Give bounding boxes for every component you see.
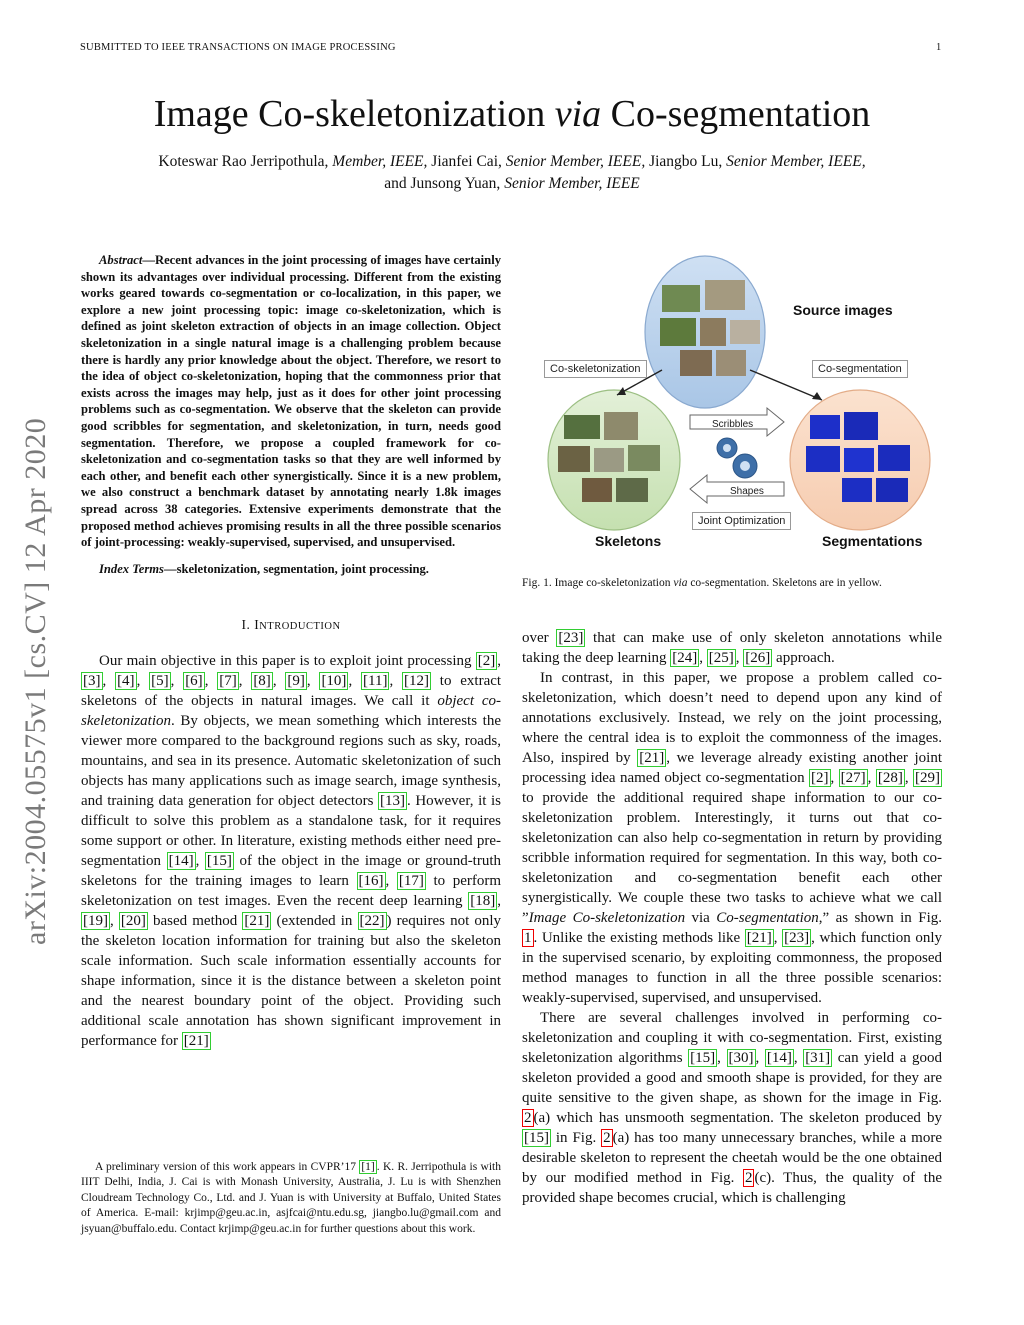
citation-link[interactable]: [21] [746, 930, 772, 946]
citation-link[interactable]: [31] [805, 1050, 831, 1066]
right-column [522, 628, 942, 1208]
citation-link[interactable]: [23] [784, 930, 810, 946]
citation-link[interactable]: [16] [358, 873, 384, 890]
citation-link[interactable]: [21] [244, 913, 270, 930]
figure-link[interactable]: 2 [524, 1110, 532, 1126]
citation-link[interactable]: [22] [359, 913, 385, 930]
citation-link[interactable]: [23] [558, 630, 584, 646]
figure-link[interactable]: 2 [744, 1170, 753, 1186]
citation-link[interactable]: [12] [404, 673, 429, 690]
citation-link[interactable]: [20] [120, 913, 146, 930]
paper-title: Image Co-skeletonization via Co-segmentation [153, 93, 871, 135]
citation-link[interactable]: [13] [380, 793, 406, 810]
citation-link[interactable]: [7] [219, 673, 237, 690]
citation-link[interactable]: [11] [363, 673, 388, 690]
skeletons-label: Skeletons [595, 533, 662, 549]
citation-link[interactable]: [21] [639, 750, 665, 766]
joint-optimization-label: Joint Optimization [692, 512, 791, 530]
footnote: A preliminary version of this work appears in CVPR’17 [1] . K. R. Jerripothula is with IIIT Delhi, India, J. Cai is with Monash University, Australia, J. Lu is with Shenzhen Cloudream Technology Co., Ltd. and J. Yuan is with University at Buffalo, United States of America. E-mail: krjimp@geu.ac.in, asjfcai@ntu.edu.sg, jiangbo.lu@gmail.com and jsyuan@buffalo.edu. Contact krjimp@geu.ac.in for further questions about this work. [81, 1161, 501, 1235]
citation-link[interactable]: [29] [915, 770, 941, 786]
citation-link[interactable]: [15] [524, 1130, 549, 1146]
citation-link[interactable]: [3] [83, 673, 101, 690]
citation-link[interactable]: [27] [840, 770, 866, 786]
figure-link[interactable]: 2 [603, 1130, 611, 1146]
intro-paragraph-1: Our main objective in this paper is to exploit joint processing [2] , [3] , [4] , [5] , [6] , [7] , [8] , [9] , [10] , [11] , [12] to extract skeletons of the objects in natural images. We call it object co-skeletonization. By objects, we mean something which interests the viewer more compared to the background regions such as sky, roads, mountains, and sea in its presence. Automatic skeletonization of such objects has many applications such as image search, image synthesis, and training data generation for object detectors [13] . However, it is difficult to solve this problem as a standalone task, for it requires some support or other. In literature, existing methods either need pre-segmentation [14] , [15] of the object in the image or ground-truth skeletons for the training images to learn [16] , [17] to perform skeletonization on test images. Even the recent deep learning [18] , [19] , [20] based method [21] (extended in [22] ) requires not only the skeleton location information for training but also the skeleton scale information. Such scale information essentially accounts for shape information, since it is the distance between a skeleton point and the nearest boundary point of the object. Providing such additional scale annotation has shown significant improvement in performance for [21] [81, 653, 502, 1050]
intro-paragraph-1-continued: over [23] that can make use of only skeleton annotations while taking the deep learning [24] , [25] , [26] approach. [522, 630, 943, 666]
citation-link[interactable]: [14] [766, 1050, 792, 1066]
scribbles-label: Scribbles [712, 419, 754, 430]
citation-link[interactable]: [1] [361, 1161, 375, 1173]
citation-link[interactable]: [15] [690, 1050, 716, 1066]
index-terms: Index Terms—skeletonization, segmentation, joint processing. [99, 561, 429, 576]
citation-link[interactable]: [10] [321, 673, 347, 690]
author-list: Koteswar Rao Jerripothula, Member, IEEE, Jianfei Cai, Senior Member, IEEE, Jiangbo Lu, Senior Member, IEEE, and Junsong Yuan, Senior Member, IEEE [158, 153, 866, 192]
abstract: Abstract—Recent advances in the joint processing of images have certainly shown its advantages over individual processing. Different from the existing works geared towards co-segmentation or co-localization, in this paper, we explore a new joint processing topic: image co-skeletonization, which is defined as joint skeleton extraction of objects in an image collection. Object skeletonization in a single natural image is a challenging problem because there is hardly any prior knowledge about the object. Therefore, we resort to the idea of object co-skeletonization, hoping that the commonness prior that exists across the images may help, just as it does for other joint processing problems such as co-segmentation. We observe that the skeleton can provide good scribbles for segmentation, and skeletonization, in turn, needs good segmentation. Therefore, we propose a coupled framework for co-skeletonization and co-segmentation tasks so that they are well informed by each other, and benefit each other synergistically. Since it is a new problem, we also construct a benchmark dataset by annotating nearly 1.8k images spread across 38 categories. Extensive experiments demonstrate that the proposed method achieves promising results in all the three possible scenarios of joint-processing: weakly-supervised, supervised, and unsupervised. [81, 253, 501, 550]
citation-link[interactable]: [6] [185, 673, 203, 690]
citation-link[interactable]: [5] [151, 673, 169, 690]
left-column [81, 252, 501, 1051]
running-head: SUBMITTED TO IEEE TRANSACTIONS ON IMAGE PROCESSING [80, 42, 396, 53]
citation-link[interactable]: [2] [811, 770, 829, 786]
source-images-label: Source images [793, 302, 893, 318]
shapes-label: Shapes [730, 486, 764, 497]
citation-link[interactable]: [19] [83, 913, 108, 930]
figure-1-caption: Fig. 1. Image co-skeletonization via co-segmentation. Skeletons are in yellow. [522, 577, 882, 589]
gear-icon [717, 438, 757, 478]
citation-link[interactable]: [15] [206, 853, 232, 870]
segmentations-label: Segmentations [822, 533, 923, 549]
citation-link[interactable]: [9] [287, 673, 305, 690]
citation-link[interactable]: [2] [477, 653, 496, 670]
co-skeletonization-label: Co-skeletonization [544, 360, 647, 378]
arxiv-watermark: arXiv:2004.05575v1 [cs.CV] 12 Apr 2020 [19, 417, 52, 945]
citation-link[interactable]: [17] [398, 873, 424, 890]
intro-paragraph-2: In contrast, in this paper, we propose a problem called co-skeletonization, which doesn’t need to depend upon any kind of annotations exclusively. Instead, we rely on the joint processing, where the central idea is to exploit the commonness of the images. Also, inspired by [21] , we leverage already existing another joint processing idea named object co-segmentation [2] , [27] , [28] , [29] to provide the additional required shape information to our co-skeletonization problem. Interestingly, it turns out that co-skeletonization can also help co-segmentation in return by providing scribble information required for segmentation. In this way, both co-skeletonization and co-segmentation benefit each other synergistically. We couple these two tasks to achieve what we call ”Image Co-skeletonization via Co-segmentation,” as shown in Fig. 1 . Unlike the existing methods like [21] , [23] , which function only in the supervised scenario, by exploiting commonness, the proposed method manages to function in all the three possible scenarios: weakly-supervised, supervised, and unsupervised. [522, 670, 942, 1006]
citation-link[interactable]: [30] [728, 1050, 754, 1066]
co-segmentation-label: Co-segmentation [812, 360, 908, 378]
citation-link[interactable]: [14] [168, 853, 194, 870]
citation-link[interactable]: [21] [183, 1033, 209, 1050]
citation-link[interactable]: [25] [708, 650, 734, 666]
citation-link[interactable]: [8] [253, 673, 271, 690]
figure-link[interactable]: 1 [524, 930, 532, 946]
citation-link[interactable]: [18] [470, 893, 496, 910]
citation-link[interactable]: [28] [877, 770, 903, 786]
figure-1-diagram [522, 250, 952, 570]
citation-link[interactable]: [4] [117, 673, 135, 690]
intro-paragraph-3: There are several challenges involved in performing co-skeletonization and coupling it with co-segmentation. First, existing skeletonization algorithms [15] , [30] , [14] , [31] can yield a good skeleton provided a good and smooth shape is provided, for they are quite sensitive to the given shape, as shown for the image in Fig. 2 (a) which has unsmooth segmentation. The skeleton produced by [15] in Fig. 2 (a) has too many unnecessary branches, while a more desirable skeleton to represent the cheetah would be the one obtained by our modified method in Fig. 2 (c). Thus, the quality of the provided shape becomes crucial, which is challenging [522, 1010, 943, 1206]
citation-link[interactable]: [26] [745, 650, 771, 666]
page-number: 1 [936, 42, 942, 53]
citation-link[interactable]: [24] [672, 650, 698, 666]
section-heading-introduction: I. INTRODUCTION [241, 617, 341, 633]
